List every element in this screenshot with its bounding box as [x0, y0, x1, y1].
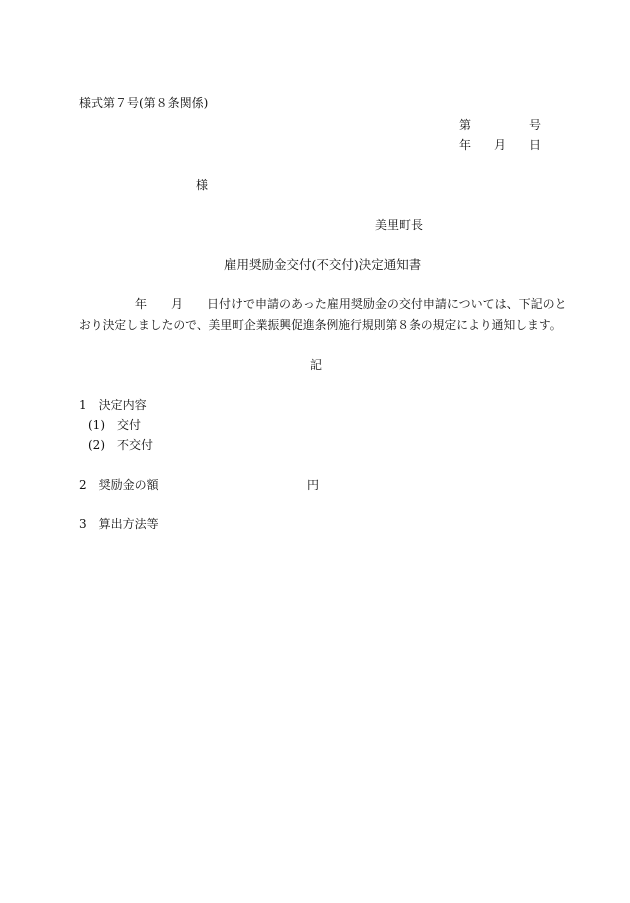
item-1-option-2 [88, 437, 153, 453]
item-2-label: 奨励金の額 [98, 478, 159, 492]
item-1-number: 1 [79, 398, 87, 412]
item-1-option-1-number: (1) [88, 418, 105, 432]
item-2-number: 2 [79, 478, 87, 492]
item-1-label: 決定内容 [98, 398, 147, 412]
addressee-honorific: 様 [196, 178, 209, 192]
document-number-suffix: 号 [529, 118, 542, 132]
item-3-label: 算出方法等 [98, 517, 159, 531]
item-1-option-1-label: 交付 [117, 418, 142, 432]
item-1 [79, 397, 147, 413]
body-line-1 [79, 296, 567, 312]
issuer-name: 美里町長 [375, 218, 424, 232]
body-line-1-tail: 日付けで申請のあった雇用奨励金の交付申請については、下記のと [207, 297, 567, 311]
item-2 [79, 477, 159, 493]
item-1-option-1 [88, 417, 141, 433]
form-label: 様式第７号(第８条関係) [79, 96, 209, 110]
body-year: 年 [135, 297, 148, 311]
item-1-option-2-label: 不交付 [117, 438, 154, 452]
ki-heading: 記 [310, 358, 323, 372]
item-2-unit: 円 [307, 478, 320, 492]
item-1-option-2-number: (2) [88, 438, 105, 452]
item-3-number: 3 [79, 517, 87, 531]
item-3 [79, 516, 159, 532]
date-month: 月 [494, 138, 507, 152]
date-day: 日 [529, 138, 542, 152]
date-year: 年 [459, 138, 472, 152]
body-line-2: おり決定しましたので、美里町企業振興促進条例施行規則第８条の規定により通知します。 [79, 318, 562, 332]
body-month: 月 [171, 297, 184, 311]
document-number-prefix: 第 [459, 118, 472, 132]
document-title: 雇用奨励金交付(不交付)決定通知書 [224, 257, 422, 272]
